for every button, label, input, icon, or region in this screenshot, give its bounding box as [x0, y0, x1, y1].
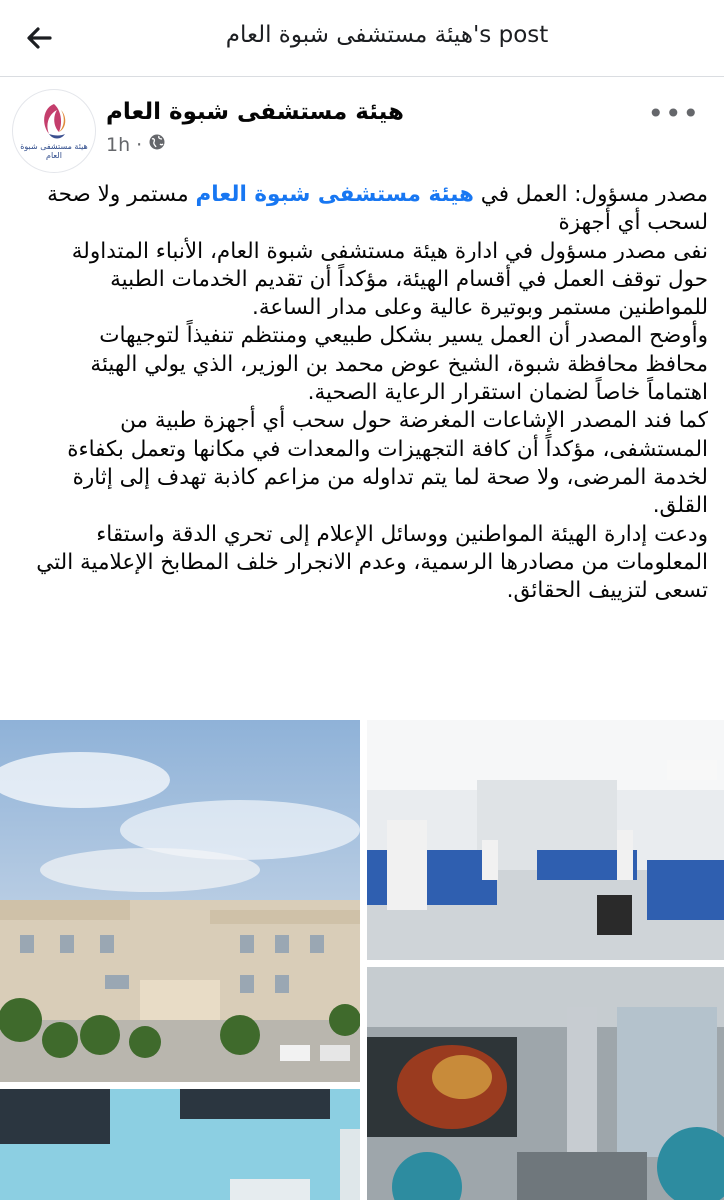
photo-gallery	[0, 720, 724, 1200]
post-paragraph-4: كما فند المصدر الإشاعات المغرضة حول سحب أي أجهزة طبية من المستشفى، مؤكداً أن كافة التجهيزات والمعدات في مكانها وتعمل بكفاءة لخدمة المرضى، ولا صحة لما يتم تداوله من مزاعم كاذبة تهدف إلى إثارة القلق.	[67, 408, 708, 519]
post-meta	[106, 133, 166, 156]
page-avatar[interactable]	[12, 89, 96, 173]
post-paragraph-5: ودعت إدارة الهيئة المواطنين ووسائل الإعلام إلى تحري الدقة واستقاء المعلومات من مصادرها الرسمية، وعدم الانجرار خلف المطابخ الإعلامية التي تسعى لتزييف الحقائق.	[36, 521, 708, 604]
post-paragraph-3: وأوضح المصدر أن العمل يسير بشكل طبيعي ومنتظم تنفيذاً لتوجيهات محافظ محافظة شبوة، الشيخ عوض محمد بن الوزير، الذي يولي الهيئة اهتماماً خاصاً لضمان استقرار الرعاية الصحية.	[90, 323, 708, 406]
globe-icon	[148, 133, 166, 156]
more-options-button[interactable]: •••	[647, 97, 700, 130]
post-paragraph-1: مصدر مسؤول: العمل في هيئة مستشفى شبوة العام مستمر ولا صحة لسحب أي أجهزة	[47, 182, 708, 236]
meta-separator: ·	[136, 133, 143, 156]
page-title: هيئة مستشفى شبوة العام's post	[225, 22, 549, 48]
avatar-caption: هيئة مستشفى شبوة العام	[20, 142, 88, 160]
hospital-interior-photo[interactable]	[0, 1089, 360, 1200]
laboratory-photo[interactable]	[367, 720, 724, 960]
post-time[interactable]: 1h	[106, 133, 131, 156]
surgery-room-photo[interactable]	[367, 967, 724, 1200]
back-arrow-icon[interactable]	[20, 18, 60, 58]
page-name-link[interactable]: هيئة مستشفى شبوة العام	[106, 99, 404, 125]
top-bar	[0, 0, 724, 77]
post-text	[36, 181, 708, 605]
post-paragraph-2: نفى مصدر مسؤول في ادارة هيئة مستشفى شبوة العام، الأنباء المتداولة حول توقف العمل في أقسام الهيئة، مؤكداً أن تقديم الخدمات الطبية للمواطنين مستمر وبوتيرة عالية وعلى مدار الساعة.	[71, 238, 708, 321]
hashtag-link[interactable]: هيئة مستشفى شبوة العام	[195, 182, 474, 207]
hospital-building-photo[interactable]	[0, 720, 360, 1082]
